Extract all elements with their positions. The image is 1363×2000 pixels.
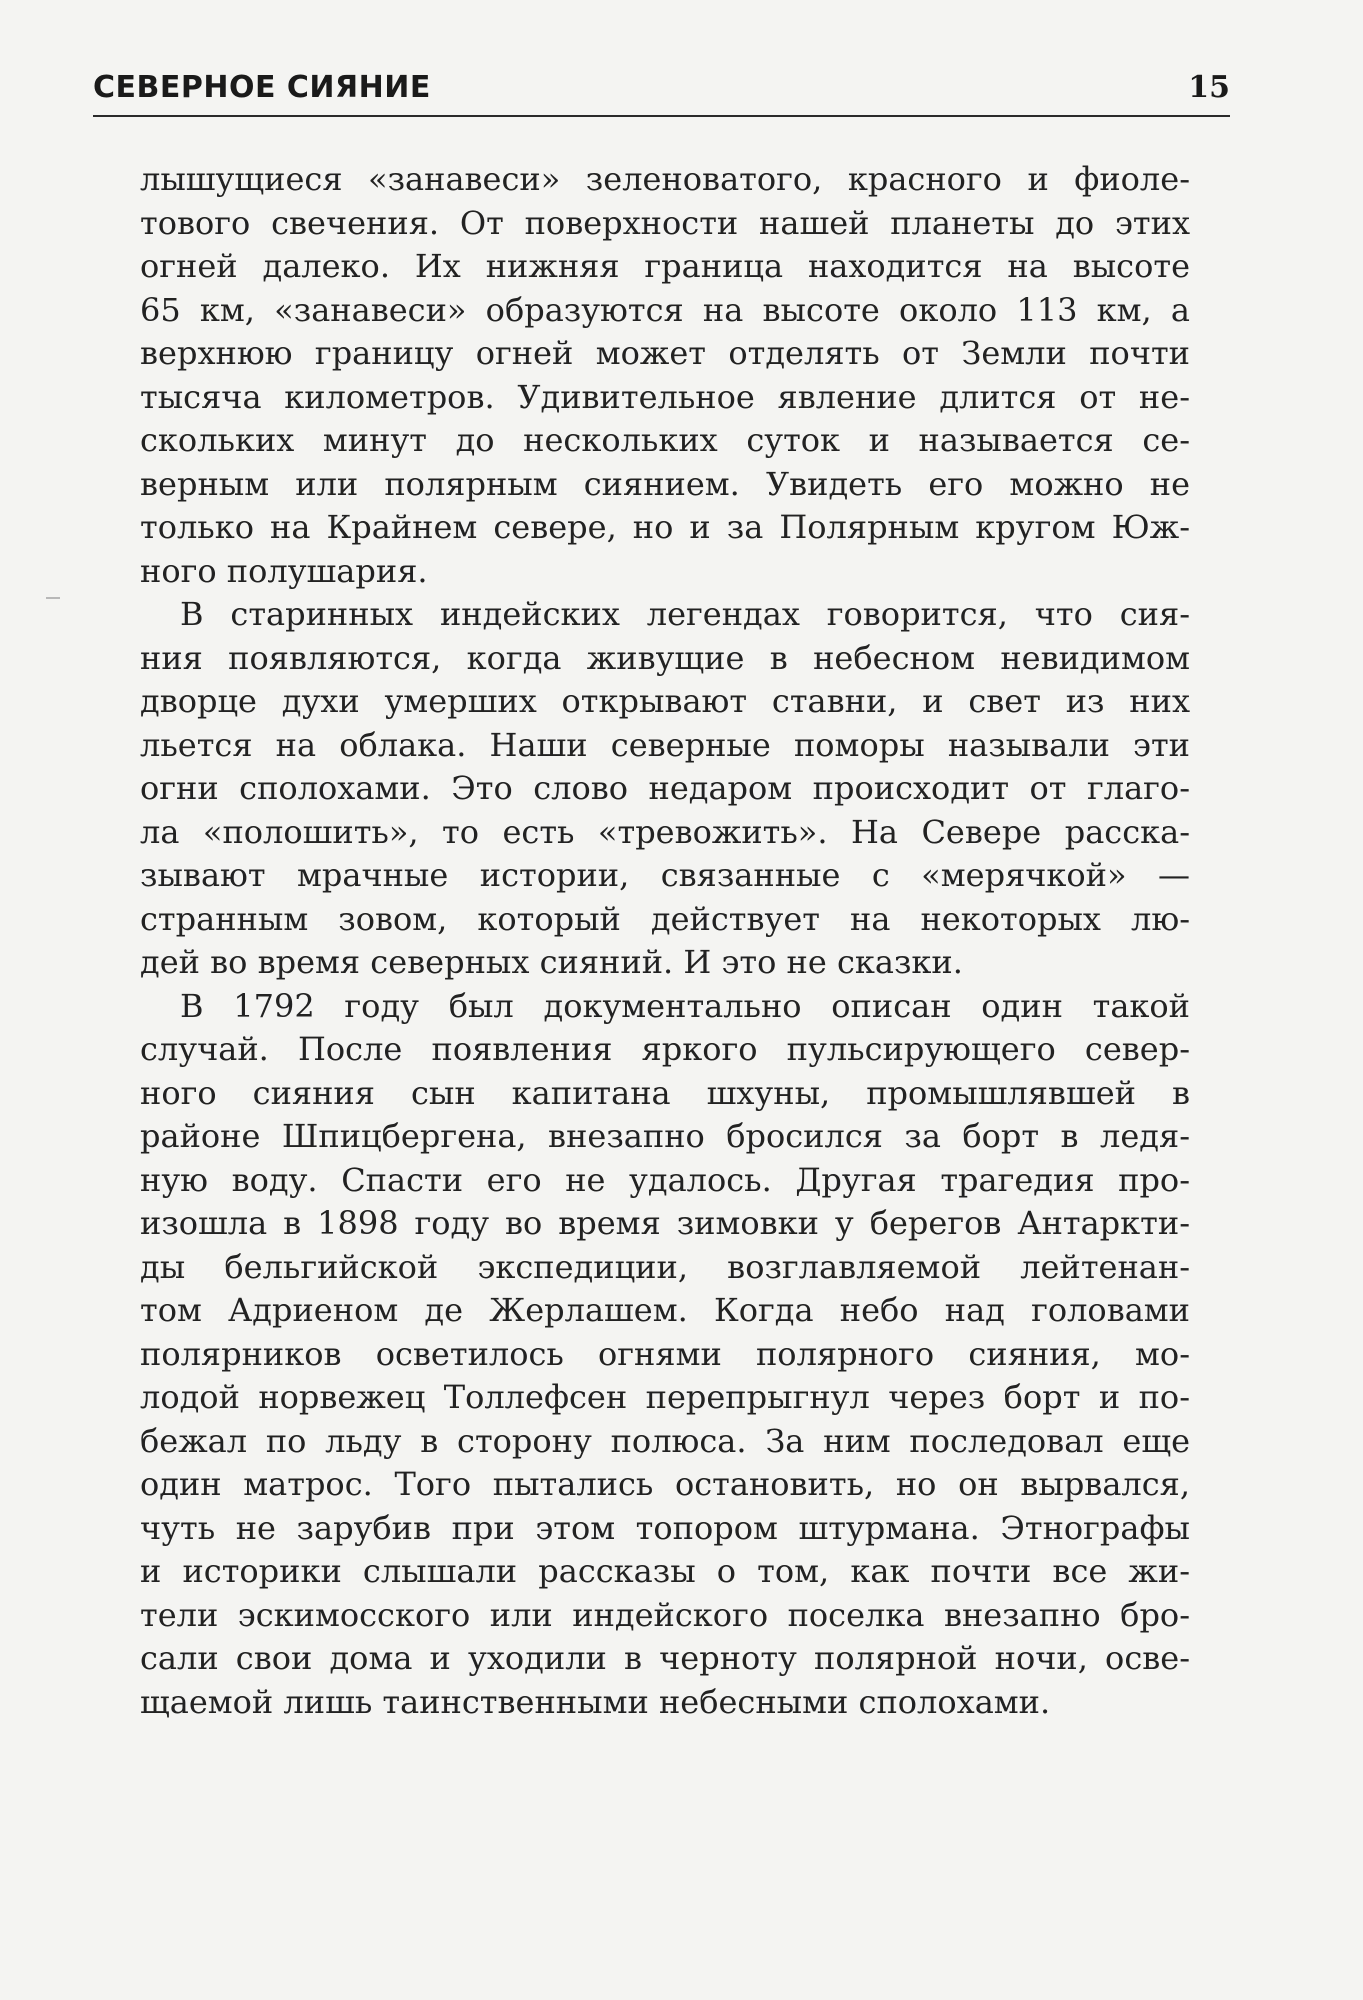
running-title: СЕВЕРНОЕ СИЯНИЕ	[93, 70, 431, 105]
paragraph-3	[140, 985, 1190, 1725]
text-line: один матрос. Того пытались остановить, но он вырвался,	[140, 1465, 1190, 1503]
paragraph-2	[140, 593, 1190, 985]
text-line: щаемой лишь таинственными небесными сполохами.	[140, 1682, 1051, 1721]
running-head	[93, 70, 1230, 117]
text-line: районе Шпицбергена, внезапно бросился за борт в ледя-	[140, 1117, 1190, 1155]
paragraph-1	[140, 158, 1190, 593]
text-line: изошла в 1898 году во время зимовки у берегов Антаркти-	[140, 1204, 1190, 1242]
text-line: лодой норвежец Толлефсен перепрыгнул через борт и по-	[140, 1378, 1190, 1416]
text-line: ния появляются, когда живущие в небесном невидимом	[140, 638, 1190, 677]
text-line: тели эскимосского или индейского поселка внезапно бро-	[140, 1595, 1190, 1634]
text-line: ного сияния сын капитана шхуны, промышлявшей в	[140, 1073, 1190, 1112]
text-line: том Адриеном де Жерлашем. Когда небо над головами	[140, 1291, 1190, 1329]
text-line: странным зовом, который действует на некоторых лю-	[140, 899, 1190, 938]
body-text	[140, 158, 1190, 1724]
margin-mark	[46, 597, 60, 599]
text-line: скольких минут до нескольких суток и называется се-	[140, 421, 1190, 459]
text-line: В 1792 году был документально описан один такой	[180, 986, 1190, 1025]
text-line: лышущиеся «занавеси» зеленоватого, красного и фиоле-	[140, 160, 1190, 198]
text-line: льется на облака. Наши северные поморы называли эти	[140, 725, 1190, 764]
text-line: и историки слышали рассказы о том, как почти все жи-	[140, 1552, 1190, 1590]
text-line: чуть не зарубив при этом топором штурмана. Этнографы	[140, 1508, 1190, 1547]
text-line: сали свои дома и уходили в черноту полярной ночи, осве-	[140, 1639, 1190, 1677]
text-line: огни сполохами. Это слово недаром происходит от глаго-	[140, 769, 1190, 807]
text-line: полярников осветилось огнями полярного сияния, мо-	[140, 1334, 1190, 1373]
text-line: 65 км, «занавеси» образуются на высоте около 113 км, а	[140, 290, 1190, 329]
text-line: бежал по льду в сторону полюса. За ним последовал еще	[140, 1421, 1190, 1460]
text-line: дей во время северных сияний. И это не сказки.	[140, 943, 963, 981]
text-line: зывают мрачные истории, связанные с «мерячкой» —	[140, 856, 1190, 894]
text-line: только на Крайнем севере, но и за Полярным кругом Юж-	[140, 508, 1190, 546]
text-line: верхнюю границу огней может отделять от Земли почти	[140, 334, 1190, 372]
text-line: ла «полошить», то есть «тревожить». На Севере расска-	[140, 812, 1190, 851]
text-line: ную воду. Спасти его не удалось. Другая трагедия про-	[140, 1160, 1190, 1199]
text-line: случай. После появления яркого пульсирующего север-	[140, 1030, 1190, 1068]
page-number: 15	[1188, 70, 1230, 105]
text-line: дворце духи умерших открывают ставни, и свет из них	[140, 682, 1190, 720]
text-line: ного полушария.	[140, 551, 428, 590]
text-line: огней далеко. Их нижняя граница находится на высоте	[140, 247, 1190, 285]
text-line: ды бельгийской экспедиции, возглавляемой лейтенан-	[140, 1247, 1190, 1286]
text-line: В старинных индейских легендах говорится, что сия-	[180, 595, 1190, 633]
text-line: тысяча километров. Удивительное явление длится от не-	[140, 377, 1190, 416]
text-line: верным или полярным сиянием. Увидеть его можно не	[140, 464, 1190, 503]
text-line: тового свечения. От поверхности нашей планеты до этих	[140, 203, 1190, 242]
